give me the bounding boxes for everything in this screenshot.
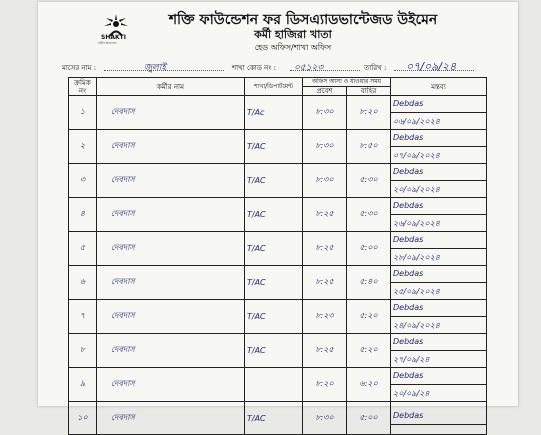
table-row bbox=[69, 266, 487, 300]
row-serial: ৩ bbox=[69, 164, 97, 198]
row-remarks bbox=[391, 300, 487, 334]
row-date: ২০/০৯/২৪ bbox=[393, 389, 430, 398]
table-row bbox=[69, 130, 487, 164]
row-serial: ১ bbox=[69, 96, 97, 130]
header-serial: ক্রমিক নং bbox=[69, 78, 97, 96]
row-department bbox=[245, 368, 303, 402]
row-signature: Debdas bbox=[391, 96, 486, 113]
row-department: T/AC bbox=[245, 334, 303, 368]
row-time-in: ৮:৩০ bbox=[303, 164, 347, 198]
row-serial: ২ bbox=[69, 130, 97, 164]
row-name: দেবদাস bbox=[97, 334, 245, 368]
row-serial: ৯ bbox=[69, 368, 97, 402]
row-serial: ৬ bbox=[69, 266, 97, 300]
row-remarks bbox=[391, 130, 487, 164]
header-name: কর্মীর নাম bbox=[97, 78, 245, 96]
document-header bbox=[38, 2, 518, 62]
row-time-in: ৮:২৩ bbox=[303, 300, 347, 334]
row-signature: Debdas bbox=[391, 198, 486, 215]
row-time-out: ৫:২০ bbox=[347, 300, 391, 334]
row-name: দেবদাস bbox=[97, 130, 245, 164]
row-time-out: ৫:৩০ bbox=[347, 198, 391, 232]
row-department: T/Ac bbox=[245, 96, 303, 130]
row-date: ০৬/০৯/২০২৪ bbox=[393, 117, 440, 126]
row-serial: ৪ bbox=[69, 198, 97, 232]
row-time-out: ৫:২০ bbox=[347, 334, 391, 368]
row-remarks bbox=[391, 164, 487, 198]
row-remarks bbox=[391, 368, 487, 402]
row-signature: Debdas bbox=[391, 164, 486, 181]
header-in: প্রবেশ bbox=[303, 87, 347, 96]
row-remarks bbox=[391, 334, 487, 368]
row-serial: ১০ bbox=[69, 402, 97, 435]
row-name: দেবদাস bbox=[97, 300, 245, 334]
row-signature: Debdas bbox=[391, 368, 486, 385]
header-department: শাখা/ডিপার্টমেন্ট bbox=[245, 78, 303, 96]
table-row bbox=[69, 96, 487, 130]
row-time-in: ৮:৩০ bbox=[303, 130, 347, 164]
row-date: ২৮/০৯/২০২৪ bbox=[393, 253, 440, 262]
attendance-sheet bbox=[38, 2, 518, 423]
row-date: ০৭/০৯/২০২৪ bbox=[393, 151, 440, 160]
row-signature: Debdas bbox=[391, 408, 486, 425]
row-date: ২৬/০৯/২০২৪ bbox=[393, 219, 440, 228]
date-label: তারিখ : bbox=[364, 64, 387, 72]
row-signature: Debdas bbox=[391, 130, 486, 147]
document-title: কর্মী হাজিরা খাতা bbox=[254, 28, 332, 41]
table-row bbox=[69, 334, 487, 368]
row-name: দেবদাস bbox=[97, 232, 245, 266]
row-time-in: ৮:২৫ bbox=[303, 232, 347, 266]
row-date: ২০/০৯/২০২৪ bbox=[393, 185, 440, 194]
row-remarks bbox=[391, 402, 487, 435]
row-signature: Debdas bbox=[391, 334, 486, 351]
row-name: দেবদাস bbox=[97, 164, 245, 198]
row-time-out: ৬:২০ bbox=[347, 368, 391, 402]
row-date: ২৭/০৯/২৪ bbox=[393, 355, 430, 364]
logo-wordmark: SHAKTI bbox=[101, 34, 126, 41]
organization-name: শক্তি ফাউন্ডেশন ফর ডিসএ্যাডভান্টেজড উইমেন bbox=[168, 12, 438, 28]
row-department: T/AC bbox=[245, 300, 303, 334]
row-time-out: ৫:৩০ bbox=[347, 164, 391, 198]
table-row bbox=[69, 402, 487, 435]
row-department: T/AC bbox=[245, 130, 303, 164]
row-serial: ৮ bbox=[69, 334, 97, 368]
row-time-out: ৫:০০ bbox=[347, 232, 391, 266]
row-signature: Debdas bbox=[391, 300, 486, 317]
row-time-in: ৮:৩০ bbox=[303, 402, 347, 435]
row-time-out: ৮:৫০ bbox=[347, 130, 391, 164]
row-date: ২৪/০৯/২০২৪ bbox=[393, 321, 440, 330]
row-department: T/AC bbox=[245, 198, 303, 232]
row-serial: ৫ bbox=[69, 232, 97, 266]
table-row bbox=[69, 368, 487, 402]
row-department: T/AC bbox=[245, 402, 303, 435]
row-department: T/AC bbox=[245, 164, 303, 198]
row-serial: ৭ bbox=[69, 300, 97, 334]
row-name: দেবদাস bbox=[97, 198, 245, 232]
meta-row bbox=[62, 60, 502, 74]
month-label: মাসের নাম : bbox=[62, 64, 97, 72]
month-value: জুলাই bbox=[144, 63, 167, 73]
row-remarks bbox=[391, 96, 487, 130]
header-remarks: মন্তব্য bbox=[391, 78, 487, 96]
row-time-in: ৮:২৫ bbox=[303, 334, 347, 368]
table-row bbox=[69, 232, 487, 266]
table-row bbox=[69, 300, 487, 334]
branch-code-label: শাখা কোড নং : bbox=[232, 64, 276, 72]
logo-tagline: নারীর ক্ষমতায়ন bbox=[98, 41, 117, 45]
table-row bbox=[69, 164, 487, 198]
row-department: T/AC bbox=[245, 232, 303, 266]
row-time-in: ৮:২০ bbox=[303, 368, 347, 402]
row-name: দেবদাস bbox=[97, 402, 245, 435]
header-time-group: অফিস আসা ও যাওয়ার সময় bbox=[303, 78, 391, 87]
row-time-out: ৮:২০ bbox=[347, 96, 391, 130]
row-remarks bbox=[391, 198, 487, 232]
header-out: বাহির bbox=[347, 87, 391, 96]
table-row bbox=[69, 198, 487, 232]
row-time-in: ৮:২৫ bbox=[303, 266, 347, 300]
branch-code-value: ০৫১২৩ bbox=[294, 63, 324, 73]
row-time-out: ৫:০০ bbox=[347, 402, 391, 435]
row-signature: Debdas bbox=[391, 266, 486, 283]
row-department: T/AC bbox=[245, 266, 303, 300]
attendance-table bbox=[68, 77, 487, 435]
row-remarks bbox=[391, 266, 487, 300]
row-signature: Debdas bbox=[391, 232, 486, 249]
row-date bbox=[391, 425, 486, 428]
date-value: ০৭/০৯/২৪ bbox=[406, 60, 457, 73]
row-time-in: ৮:২৫ bbox=[303, 198, 347, 232]
row-name: দেবদাস bbox=[97, 368, 245, 402]
row-date: ২৫/০৯/২০২৪ bbox=[393, 287, 440, 296]
row-time-out: ৫:৪০ bbox=[347, 266, 391, 300]
row-remarks bbox=[391, 232, 487, 266]
row-name: দেবদাস bbox=[97, 266, 245, 300]
row-time-in: ৮:৩০ bbox=[303, 96, 347, 130]
office-type: হেড অফিস/শাখা অফিস bbox=[254, 43, 332, 52]
row-name: দেবদাস bbox=[97, 96, 245, 130]
